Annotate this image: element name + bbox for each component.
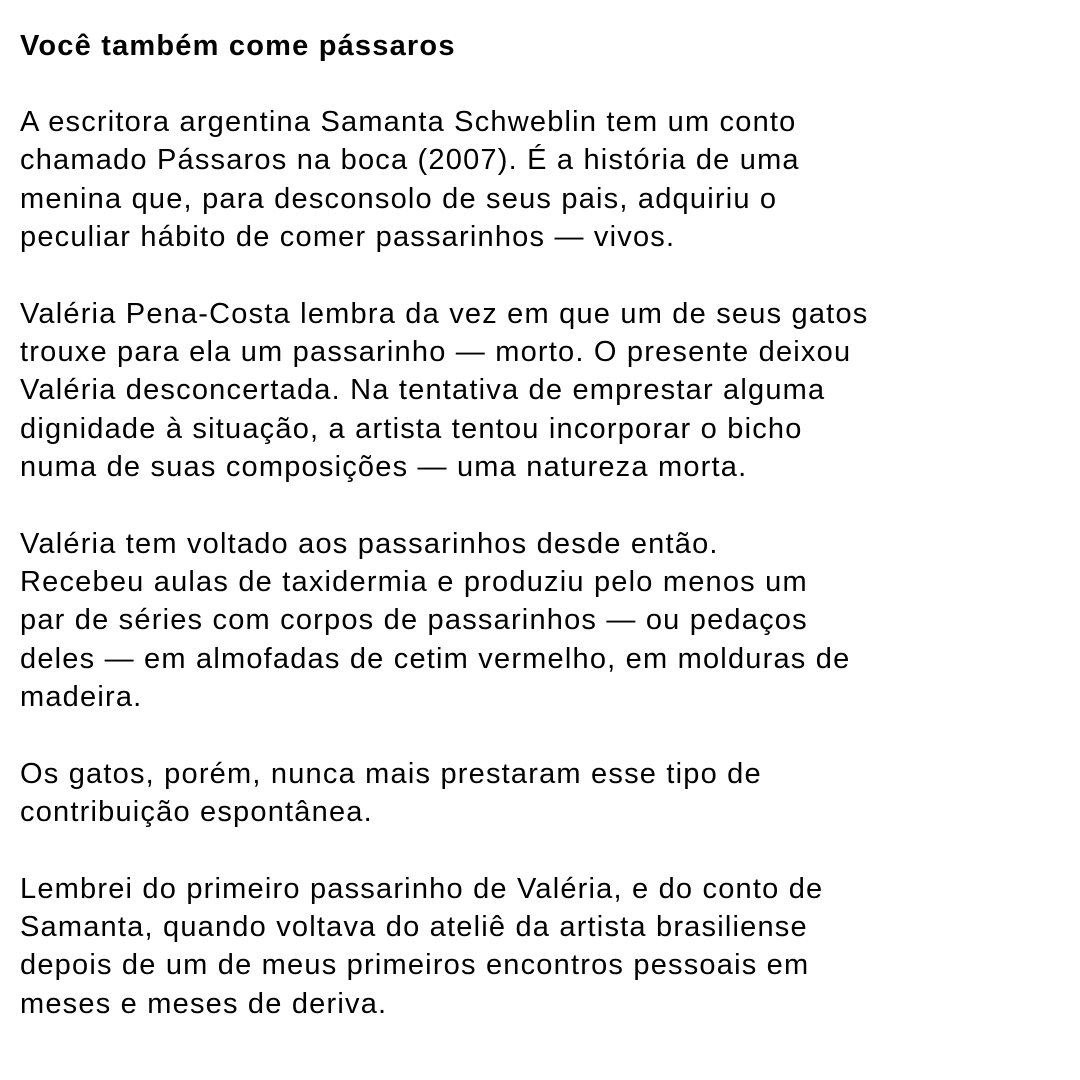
paragraph-line: madeira. bbox=[20, 681, 143, 714]
paragraph bbox=[20, 525, 1060, 717]
article-title: Você também come pássaros bbox=[20, 30, 456, 62]
paragraph-line: depois de um de meus primeiros encontros pessoais em bbox=[20, 949, 810, 982]
paragraph bbox=[20, 870, 1060, 1024]
paragraph-line: Valéria desconcertada. Na tentativa de emprestar alguma bbox=[20, 374, 826, 407]
paragraph-line: contribuição espontânea. bbox=[20, 796, 373, 829]
paragraph-line: chamado Pássaros na boca (2007). É a história de uma bbox=[20, 144, 800, 177]
paragraph-line: dignidade à situação, a artista tentou incorporar o bicho bbox=[20, 412, 803, 445]
paragraph-line: Samanta, quando voltava do ateliê da artista brasiliense bbox=[20, 910, 808, 943]
paragraph-line: deles — em almofadas de cetim vermelho, em molduras de bbox=[20, 642, 851, 675]
paragraph-line: meses e meses de deriva. bbox=[20, 987, 388, 1020]
paragraph-line: Valéria tem voltado aos passarinhos desde então. bbox=[20, 527, 719, 560]
paragraph-line: A escritora argentina Samanta Schweblin tem um conto bbox=[20, 106, 797, 138]
paragraph-line: Lembrei do primeiro passarinho de Valéria, e do conto de bbox=[20, 872, 824, 905]
paragraph bbox=[20, 295, 1060, 487]
paragraph-line: Recebeu aulas de taxidermia e produziu pelo menos um bbox=[20, 566, 808, 599]
paragraph-line: par de séries com corpos de passarinhos — ou pedaços bbox=[20, 604, 808, 637]
paragraph-line: peculiar hábito de comer passarinhos — vivos. bbox=[20, 221, 676, 254]
paragraph-line: numa de suas composições — uma natureza morta. bbox=[20, 451, 748, 484]
paragraph-line: menina que, para desconsolo de seus pais, adquiriu o bbox=[20, 182, 778, 215]
paragraph-line: Os gatos, porém, nunca mais prestaram esse tipo de bbox=[20, 757, 762, 790]
paragraph-line: trouxe para ela um passarinho — morto. O presente deixou bbox=[20, 336, 852, 369]
article bbox=[20, 27, 1060, 1061]
paragraph bbox=[20, 755, 1060, 832]
paragraph-line: Valéria Pena-Costa lembra da vez em que um de seus gatos bbox=[20, 297, 869, 330]
paragraph bbox=[20, 103, 1060, 257]
